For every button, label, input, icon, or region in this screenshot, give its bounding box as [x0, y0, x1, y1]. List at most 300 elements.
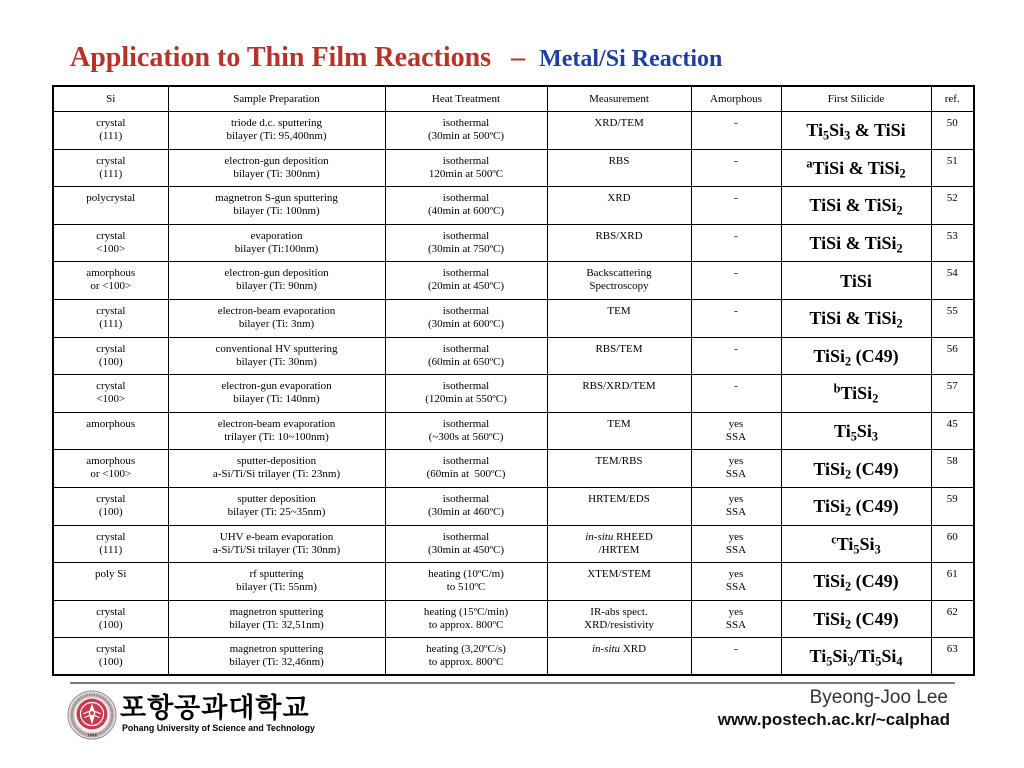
measurement-line: TEM/RBS: [595, 455, 643, 468]
table-row: [53, 525, 974, 563]
header-heat-treatment: Heat Treatment: [385, 86, 547, 112]
cell-ref: [931, 412, 974, 450]
cell-si: [53, 149, 168, 187]
measurement-line: RBS/XRD: [595, 229, 643, 242]
amorphous-line: yes: [728, 605, 744, 618]
first-silicide-subscript: 3: [874, 542, 881, 557]
cell-first-silicide: [781, 638, 931, 676]
si-line: crystal: [96, 643, 126, 656]
amorphous-line: yes: [728, 492, 744, 505]
header-measurement: Measurement: [547, 86, 691, 112]
title-dash: –: [511, 42, 526, 73]
first-silicide-subscript: 3: [871, 429, 878, 444]
heat-treatment-line: isothermal: [442, 342, 490, 355]
cell-amorphous: [691, 262, 781, 300]
ref-line: 45: [946, 417, 958, 430]
sample-preparation-line: bilayer (Ti: 32,46nm): [229, 656, 324, 669]
first-silicide-line: [784, 533, 929, 555]
cell-sample-preparation: [168, 563, 385, 601]
cell-first-silicide: [781, 525, 931, 563]
first-silicide-text: (C49): [851, 496, 899, 517]
table-header: [53, 86, 974, 112]
heat-treatment-line: (30min at 750ºC): [427, 242, 505, 255]
ref-line: 52: [946, 192, 958, 205]
cell-si: [53, 187, 168, 225]
cell-first-silicide: [781, 487, 931, 525]
table-row: [53, 262, 974, 300]
first-silicide-subscript: 2: [845, 504, 852, 519]
amorphous-line: -: [734, 380, 738, 393]
amorphous-line: SSA: [725, 618, 747, 631]
heat-treatment-line: isothermal: [442, 417, 490, 430]
heat-treatment-line: heating (3,20ºC/s): [426, 643, 506, 656]
si-line: (111): [99, 167, 123, 180]
first-silicide-line: [784, 458, 929, 480]
university-name-english: Pohang University of Science and Technology: [122, 723, 315, 733]
si-line: (100): [98, 656, 123, 669]
heat-treatment-line: (30min at 500ºC): [427, 130, 505, 142]
si-line: (111): [99, 543, 123, 556]
cell-first-silicide: [781, 337, 931, 375]
first-silicide-superscript: a: [806, 156, 813, 171]
cell-sample-preparation: [168, 600, 385, 638]
cell-measurement: [547, 450, 691, 488]
cell-si: [53, 525, 168, 563]
first-silicide-text: Si: [829, 120, 845, 141]
cell-sample-preparation: [168, 337, 385, 375]
cell-measurement: [547, 149, 691, 187]
heat-treatment-line: isothermal: [442, 229, 490, 242]
ref-line: 62: [946, 605, 958, 618]
cell-amorphous: [691, 149, 781, 187]
first-silicide-subscript: 2: [899, 166, 906, 181]
ref-line: 54: [946, 267, 958, 280]
first-silicide-line: [784, 570, 929, 595]
cell-ref: [931, 600, 974, 638]
first-silicide-line: [784, 307, 929, 329]
cell-amorphous: [691, 299, 781, 337]
cell-sample-preparation: [168, 638, 385, 676]
heat-treatment-line: isothermal: [442, 380, 490, 393]
first-silicide-text: TiSi: [813, 496, 846, 517]
measurement-line: TEM: [607, 304, 631, 317]
cell-ref: [931, 112, 974, 150]
heat-treatment-line: to approx. 800ºC: [428, 656, 504, 669]
first-silicide-subscript: 5: [875, 655, 882, 670]
sample-preparation-line: rf sputtering: [249, 568, 304, 581]
cell-sample-preparation: [168, 450, 385, 488]
cell-amorphous: [691, 375, 781, 413]
sample-preparation-line: magnetron S-gun sputtering: [215, 192, 338, 205]
first-silicide-line: [784, 345, 929, 367]
cell-ref: [931, 262, 974, 300]
cell-ref: [931, 337, 974, 375]
ref-line: 60: [946, 530, 958, 543]
cell-heat-treatment: [385, 487, 547, 525]
amorphous-line: yes: [728, 417, 744, 430]
amorphous-line: -: [734, 192, 738, 205]
si-line: polycrystal: [86, 192, 136, 205]
first-silicide-subscript: 5: [826, 655, 833, 670]
cell-measurement: [547, 600, 691, 638]
table-row: [53, 600, 974, 638]
measurement-line: XRD/TEM: [594, 117, 644, 129]
sample-preparation-line: bilayer (Ti: 30nm): [236, 355, 317, 368]
cell-amorphous: [691, 563, 781, 601]
first-silicide-text: TiSi & TiSi: [809, 308, 897, 329]
amorphous-line: SSA: [725, 581, 747, 594]
sample-preparation-line: UHV e-beam evaporation: [219, 530, 334, 543]
sample-preparation-line: bilayer (Ti: 100nm): [233, 205, 320, 218]
cell-ref: [931, 638, 974, 676]
measurement-line: Backscattering: [586, 267, 652, 280]
first-silicide-text: TiSi & TiSi: [809, 195, 897, 216]
first-silicide-subscript: 5: [850, 429, 857, 444]
sample-preparation-line: electron-gun evaporation: [221, 380, 332, 393]
cell-first-silicide: [781, 149, 931, 187]
si-line: crystal: [96, 342, 126, 355]
cell-heat-treatment: [385, 112, 547, 150]
cell-measurement: [547, 224, 691, 262]
si-line: crystal: [96, 492, 126, 505]
first-silicide-line: [784, 194, 929, 219]
cell-first-silicide: [781, 224, 931, 262]
heat-treatment-line: isothermal: [442, 455, 490, 468]
first-silicide-subscript: 2: [845, 580, 852, 595]
cell-amorphous: [691, 412, 781, 450]
heat-treatment-line: isothermal: [442, 530, 490, 543]
si-line: crystal: [96, 304, 126, 317]
cell-first-silicide: [781, 112, 931, 150]
cell-ref: [931, 187, 974, 225]
first-silicide-line: TiSi: [840, 270, 872, 291]
si-line: amorphous: [86, 267, 136, 280]
title-main: Application to Thin Film Reactions: [70, 42, 492, 73]
cell-si: [53, 412, 168, 450]
first-silicide-text: Ti: [836, 533, 854, 554]
heat-treatment-line: (120min at 550ºC): [425, 393, 507, 406]
cell-first-silicide: [781, 187, 931, 225]
amorphous-line: yes: [728, 530, 744, 543]
si-line: (100): [98, 505, 123, 518]
first-silicide-subscript: 4: [896, 655, 903, 670]
cell-heat-treatment: [385, 224, 547, 262]
cell-measurement: [547, 299, 691, 337]
first-silicide-text: TiSi & TiSi: [809, 233, 897, 254]
first-silicide-text: TiSi & TiSi: [812, 157, 900, 178]
heat-treatment-line: isothermal: [442, 154, 490, 167]
cell-ref: [931, 450, 974, 488]
cell-measurement: [547, 412, 691, 450]
amorphous-line: SSA: [725, 430, 747, 443]
amorphous-line: -: [734, 342, 738, 355]
cell-si: [53, 262, 168, 300]
first-silicide-superscript: b: [833, 381, 841, 396]
header-sample-preparation: Sample Preparation: [168, 86, 385, 112]
cell-sample-preparation: [168, 299, 385, 337]
measurement-italic: in-situ: [585, 530, 614, 543]
cell-amorphous: [691, 638, 781, 676]
header-amorphous: Amorphous: [691, 86, 781, 112]
first-silicide-subscript: 3: [844, 128, 851, 143]
first-silicide-subscript: 5: [823, 128, 830, 143]
sample-preparation-line: bilayer (Ti: 32,51nm): [229, 618, 324, 631]
si-line: crystal: [96, 605, 126, 618]
first-silicide-text: (C49): [851, 458, 899, 479]
first-silicide-text: & TiSi: [850, 120, 906, 141]
cell-measurement: [547, 337, 691, 375]
sample-preparation-line: electron-beam evaporation: [217, 304, 336, 317]
heat-treatment-line: (30min at 600ºC): [427, 317, 505, 330]
sample-preparation-line: sputter deposition: [237, 492, 316, 505]
measurement-line: Spectroscopy: [589, 280, 649, 293]
cell-measurement: [547, 112, 691, 150]
measurement-line: RBS/XRD/TEM: [582, 380, 656, 393]
ref-line: 61: [946, 568, 958, 581]
heat-treatment-line: to 510ºC: [446, 581, 486, 594]
first-silicide-line: [784, 232, 929, 254]
university-name-korean: 포항공과대학교: [120, 693, 310, 724]
cell-si: [53, 487, 168, 525]
heat-treatment-line: isothermal: [442, 267, 490, 280]
cell-heat-treatment: [385, 337, 547, 375]
amorphous-line: SSA: [725, 505, 747, 518]
heat-treatment-line: (30min at 450ºC): [427, 543, 505, 556]
cell-sample-preparation: [168, 112, 385, 150]
sample-preparation-line: electron-gun deposition: [224, 154, 329, 167]
table-row: [53, 375, 974, 413]
heat-treatment-line: (~300s at 560ºC): [428, 430, 504, 443]
measurement-line: XRD: [607, 192, 631, 205]
table-row: [53, 563, 974, 601]
cell-si: [53, 337, 168, 375]
si-line: (100): [98, 618, 123, 631]
cell-si: [53, 375, 168, 413]
first-silicide-text: TiSi: [813, 571, 846, 592]
cell-si: [53, 563, 168, 601]
measurement-line: HRTEM/EDS: [588, 492, 650, 505]
first-silicide-line: [784, 157, 929, 179]
cell-ref: [931, 525, 974, 563]
first-silicide-subscript: 2: [845, 467, 852, 482]
first-silicide-text: TiSi: [813, 458, 846, 479]
first-silicide-line: [784, 608, 929, 630]
header-si: Si: [53, 86, 168, 112]
heat-treatment-line: (30min at 460ºC): [427, 505, 505, 518]
amorphous-line: yes: [728, 455, 744, 468]
cell-amorphous: [691, 224, 781, 262]
first-silicide-subscript: 2: [896, 241, 903, 256]
first-silicide-line: [784, 420, 929, 442]
table-row: [53, 149, 974, 187]
cell-sample-preparation: [168, 487, 385, 525]
cell-measurement: [547, 525, 691, 563]
cell-ref: [931, 149, 974, 187]
amorphous-line: SSA: [725, 543, 747, 556]
ref-line: 51: [946, 154, 958, 167]
sample-preparation-line: a-Si/Ti/Si trilayer (Ti: 23nm): [212, 468, 341, 481]
si-line: crystal: [96, 117, 126, 129]
measurement-line: [550, 643, 689, 656]
measurement-line: XTEM/STEM: [587, 568, 651, 581]
heat-treatment-line: heating (10ºC/m): [428, 568, 504, 581]
cell-si: [53, 112, 168, 150]
ref-line: 63: [946, 643, 958, 656]
si-line: or <100>: [90, 280, 132, 293]
table-row: [53, 337, 974, 375]
header-ref: ref.: [931, 86, 974, 112]
measurement-line: RBS: [608, 154, 630, 167]
cell-sample-preparation: [168, 525, 385, 563]
sample-preparation-line: bilayer (Ti: 95,400nm): [226, 130, 327, 142]
cell-heat-treatment: [385, 412, 547, 450]
ref-line: 57: [946, 380, 958, 393]
cell-measurement: [547, 638, 691, 676]
measurement-line: RBS/TEM: [595, 342, 643, 355]
heat-treatment-line: (60min at 650ºC): [427, 355, 505, 368]
cell-first-silicide: [781, 563, 931, 601]
cell-heat-treatment: [385, 525, 547, 563]
heat-treatment-line: (60min at 500ºC): [426, 468, 506, 481]
first-silicide-text: TiSi: [840, 383, 873, 404]
cell-amorphous: [691, 487, 781, 525]
cell-sample-preparation: [168, 149, 385, 187]
first-silicide-text: (C49): [851, 609, 899, 630]
header-row: [53, 86, 974, 112]
table-row: [53, 638, 974, 676]
metal-si-reaction-table: [52, 85, 975, 676]
cell-heat-treatment: [385, 187, 547, 225]
si-line: crystal: [96, 154, 126, 167]
table-row: [53, 112, 974, 150]
heat-treatment-line: heating (15ºC/min): [423, 605, 509, 618]
cell-amorphous: [691, 187, 781, 225]
table-row: [53, 224, 974, 262]
si-line: or <100>: [90, 468, 132, 481]
first-silicide-subscript: 2: [845, 354, 852, 369]
si-line: amorphous: [86, 455, 136, 468]
table-row: [53, 450, 974, 488]
first-silicide-text: Ti: [809, 646, 827, 667]
heat-treatment-line: isothermal: [442, 117, 490, 129]
heat-treatment-line: (40min at 600ºC): [427, 205, 505, 218]
ref-line: 53: [946, 229, 958, 242]
postech-seal-logo: [67, 690, 117, 740]
logo-year: 1986: [87, 732, 97, 738]
first-silicide-subscript: 2: [845, 617, 852, 632]
cell-sample-preparation: [168, 224, 385, 262]
cell-heat-treatment: [385, 638, 547, 676]
amorphous-line: -: [734, 229, 738, 242]
cell-amorphous: [691, 112, 781, 150]
header-first-silicide: First Silicide: [781, 86, 931, 112]
cell-ref: [931, 563, 974, 601]
cell-first-silicide: [781, 600, 931, 638]
first-silicide-line: [784, 119, 929, 141]
cell-heat-treatment: [385, 563, 547, 601]
cell-measurement: [547, 375, 691, 413]
first-silicide-text: (C49): [851, 345, 899, 366]
measurement-line: TEM: [607, 417, 631, 430]
cell-ref: [931, 375, 974, 413]
cell-measurement: [547, 563, 691, 601]
measurement-line: [550, 531, 689, 544]
first-silicide-text: Ti: [834, 421, 851, 442]
first-silicide-text: TiSi: [813, 609, 846, 630]
amorphous-line: SSA: [725, 468, 747, 481]
sample-preparation-line: bilayer (Ti: 90nm): [236, 280, 317, 293]
sample-preparation-line: conventional HV sputtering: [215, 342, 338, 355]
first-silicide-subscript: 5: [853, 542, 860, 557]
cell-si: [53, 450, 168, 488]
amorphous-line: -: [734, 154, 738, 167]
cell-sample-preparation: [168, 412, 385, 450]
cell-si: [53, 638, 168, 676]
cell-heat-treatment: [385, 375, 547, 413]
ref-line: 55: [946, 304, 958, 317]
si-line: crystal: [96, 530, 126, 543]
first-silicide-text: Ti: [806, 120, 824, 141]
sample-preparation-line: electron-gun deposition: [224, 267, 329, 280]
heat-treatment-line: to approx. 800ºC: [428, 618, 504, 631]
cell-amorphous: [691, 525, 781, 563]
cell-first-silicide: [781, 262, 931, 300]
amorphous-line: yes: [728, 568, 744, 581]
first-silicide-text: TiSi: [813, 345, 846, 366]
first-silicide-text: Si: [832, 646, 848, 667]
cell-amorphous: [691, 600, 781, 638]
sample-preparation-line: trilayer (Ti: 10~100nm): [224, 430, 329, 443]
measurement-line: /HRTEM: [598, 543, 640, 556]
first-silicide-subscript: 2: [896, 316, 903, 331]
cell-heat-treatment: [385, 299, 547, 337]
table-row: [53, 299, 974, 337]
sample-preparation-line: electron-beam evaporation: [217, 417, 336, 430]
cell-first-silicide: [781, 299, 931, 337]
cell-ref: [931, 299, 974, 337]
cell-ref: [931, 224, 974, 262]
cell-heat-treatment: [385, 262, 547, 300]
cell-sample-preparation: [168, 262, 385, 300]
sample-preparation-line: magnetron sputtering: [229, 643, 324, 656]
ref-line: 50: [946, 117, 958, 129]
sample-preparation-line: bilayer (Ti: 55nm): [236, 581, 317, 594]
table-row: [53, 487, 974, 525]
first-silicide-subscript: 3: [847, 655, 854, 670]
heat-treatment-line: isothermal: [442, 492, 490, 505]
first-silicide-subscript: 2: [872, 392, 879, 407]
title-subtitle: Metal/Si Reaction: [539, 46, 723, 72]
cell-sample-preparation: [168, 187, 385, 225]
amorphous-line: -: [734, 117, 738, 129]
cell-amorphous: [691, 450, 781, 488]
measurement-text: XRD: [620, 643, 647, 656]
si-line: crystal: [96, 380, 126, 393]
amorphous-line: -: [734, 643, 738, 656]
author-name: Byeong-Joo Lee: [809, 687, 948, 708]
cell-first-silicide: [781, 412, 931, 450]
si-line: amorphous: [86, 417, 136, 430]
cell-si: [53, 600, 168, 638]
first-silicide-text: Si: [856, 421, 872, 442]
heat-treatment-line: (20min at 450ºC): [427, 280, 505, 293]
heat-treatment-line: 120min at 500ºC: [428, 167, 504, 180]
sample-preparation-line: evaporation: [250, 229, 303, 242]
measurement-line: IR-abs spect.: [590, 605, 648, 618]
cell-sample-preparation: [168, 375, 385, 413]
cell-amorphous: [691, 337, 781, 375]
first-silicide-text: Si: [859, 533, 875, 554]
